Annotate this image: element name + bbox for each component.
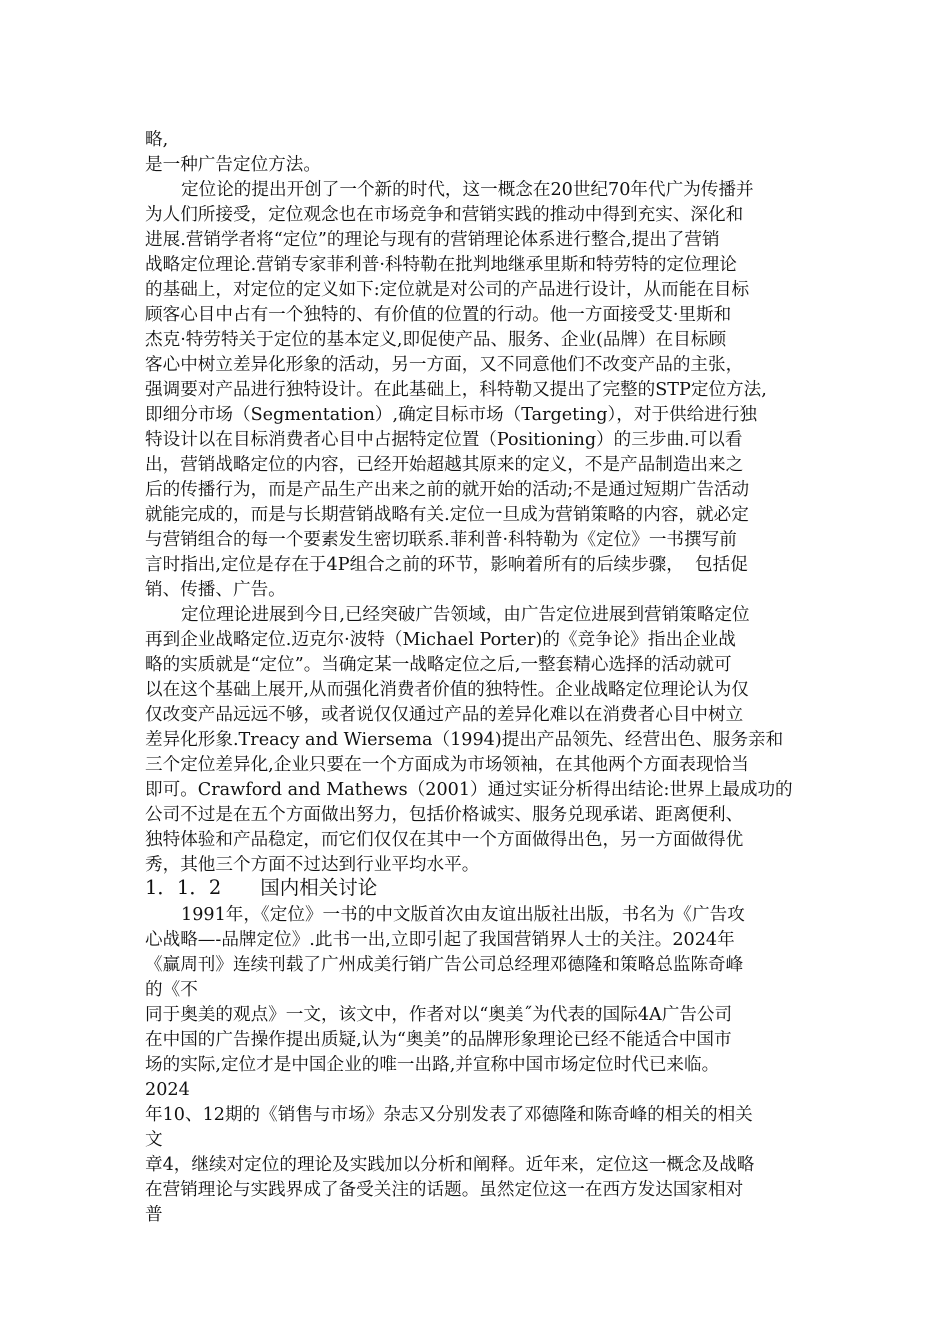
paragraph-first-line: 定位理论进展到今日,已经突破广告领域，由广告定位进展到营销策略定位 (181, 605, 750, 625)
text-line: 的《不 (145, 980, 198, 1000)
text-line: 仅改变产品远远不够，或者说仅仅通过产品的差异化难以在消费者心目中树立 (145, 705, 744, 725)
text-line: 在中国的广告操作提出质疑,认为“奥美”的品牌形象理论已经不能适合中国市 (145, 1030, 732, 1050)
text-line: 即细分市场（Segmentation）,确定目标市场（Targeting），对于供给进行独 (145, 405, 758, 425)
text-line: 言时指出,定位是存在于4P组合之前的环节，影响着所有的后续步骤， 包括促 (145, 555, 748, 575)
text-line: 2024 (145, 1080, 190, 1100)
text-line: 再到企业战略定位.迈克尔·波特（Michael Porter)的《竞争论》指出企业战 (145, 630, 736, 650)
text-line: 《赢周刊》连续刊载了广州成美行销广告公司总经理邓德隆和策略总监陈奇峰 (145, 955, 744, 975)
text-line: 公司不过是在五个方面做出努力，包括价格诚实、服务兑现承诺、距离便利、 (145, 805, 744, 825)
text-line: 强调要对产品进行独特设计。在此基础上，科特勒又提出了完整的STP定位方法, (145, 380, 767, 400)
text-line: 心战略—-品牌定位》.此书一出,立即引起了我国营销界人士的关注。2024年 (145, 930, 735, 950)
text-line: 即可。Crawford and Mathews（2001）通过实证分析得出结论:世界上最成功的 (145, 780, 793, 800)
text-line: 销、传播、广告。 (145, 580, 286, 600)
text-line: 场的实际,定位才是中国企业的唯一出路,并宣称中国市场定位时代已来临。 (145, 1055, 720, 1075)
text-line: 战略定位理论.营销专家菲利普·科特勒在批判地继承里斯和特劳特的定位理论 (145, 255, 737, 275)
text-line: 进展.营销学者将“定位”的理论与现有的营销理论体系进行整合,提出了营销 (145, 230, 720, 250)
text-line: 在营销理论与实践界成了备受关注的话题。虽然定位这一在西方发达国家相对 (145, 1180, 744, 1200)
text-line: 顾客心目中占有一个独特的、有价值的位置的行动。他一方面接受艾·里斯和 (145, 305, 732, 325)
text-line: 的基础上，对定位的定义如下:定位就是对公司的产品进行设计，从而能在目标 (145, 280, 750, 300)
text-line: 为人们所接受，定位观念也在市场竞争和营销实践的推动中得到充实、深化和 (145, 205, 744, 225)
text-line: 差异化形象.Treacy and Wiersema（1994)提出产品领先、经营出色、服务亲和 (145, 730, 784, 750)
text-line: 与营销组合的每一个要素发生密切联系.菲利普·科特勒为《定位》一书撰写前 (145, 530, 737, 550)
paragraph-first-line: 1991年，《定位》一书的中文版首次由友谊出版社出版，书名为《广告攻 (181, 905, 745, 925)
text-line: 略的实质就是“定位”。当确定某一战略定位之后,一整套精心选择的活动就可 (145, 655, 732, 675)
text-line: 客心中树立差异化形象的活动，另一方面，又不同意他们不改变产品的主张， (145, 355, 744, 375)
text-line: 后的传播行为，而是产品生产出来之前的就开始的活动;不是通过短期广告活动 (145, 480, 750, 500)
text-line: 略, (145, 130, 169, 150)
section-heading: 1．1．2 国内相关讨论 (145, 876, 378, 899)
text-line: 年10、12期的《销售与市场》杂志又分别发表了邓德隆和陈奇峰的相关的相关 (145, 1105, 753, 1125)
text-line: 就能完成的，而是与长期营销战略有关.定位一旦成为营销策略的内容，就必定 (145, 505, 749, 525)
text-line: 特设计以在目标消费者心目中占据特定位置（Positioning）的三步曲.可以看 (145, 430, 743, 450)
text-line: 以在这个基础上展开,从而强化消费者价值的独特性。企业战略定位理论认为仅 (145, 680, 749, 700)
text-line: 是一种广告定位方法。 (145, 155, 321, 175)
text-line: 章4，继续对定位的理论及实践加以分析和阐释。近年来，定位这一概念及战略 (145, 1155, 755, 1175)
text-line: 普 (145, 1205, 163, 1225)
text-line: 三个定位差异化,企业只要在一个方面成为市场领袖，在其他两个方面表现恰当 (145, 755, 749, 775)
text-line: 同于奥美的观点》一文，该文中，作者对以“奥美˝为代表的国际4A广告公司 (145, 1005, 733, 1025)
text-line: 出，营销战略定位的内容，已经开始超越其原来的定义，不是产品制造出来之 (145, 455, 744, 475)
text-line: 独特体验和产品稳定，而它们仅仅在其中一个方面做得出色，另一方面做得优 (145, 830, 744, 850)
text-line: 杰克·特劳特关于定位的基本定义,即促使产品、服务、企业(品牌）在目标顾 (145, 330, 727, 350)
text-line: 文 (145, 1130, 163, 1150)
text-line: 秀，其他三个方面不过达到行业平均水平。 (145, 855, 480, 875)
paragraph-first-line: 定位论的提出开创了一个新的时代，这一概念在20世纪70年代广为传播并 (181, 180, 754, 200)
